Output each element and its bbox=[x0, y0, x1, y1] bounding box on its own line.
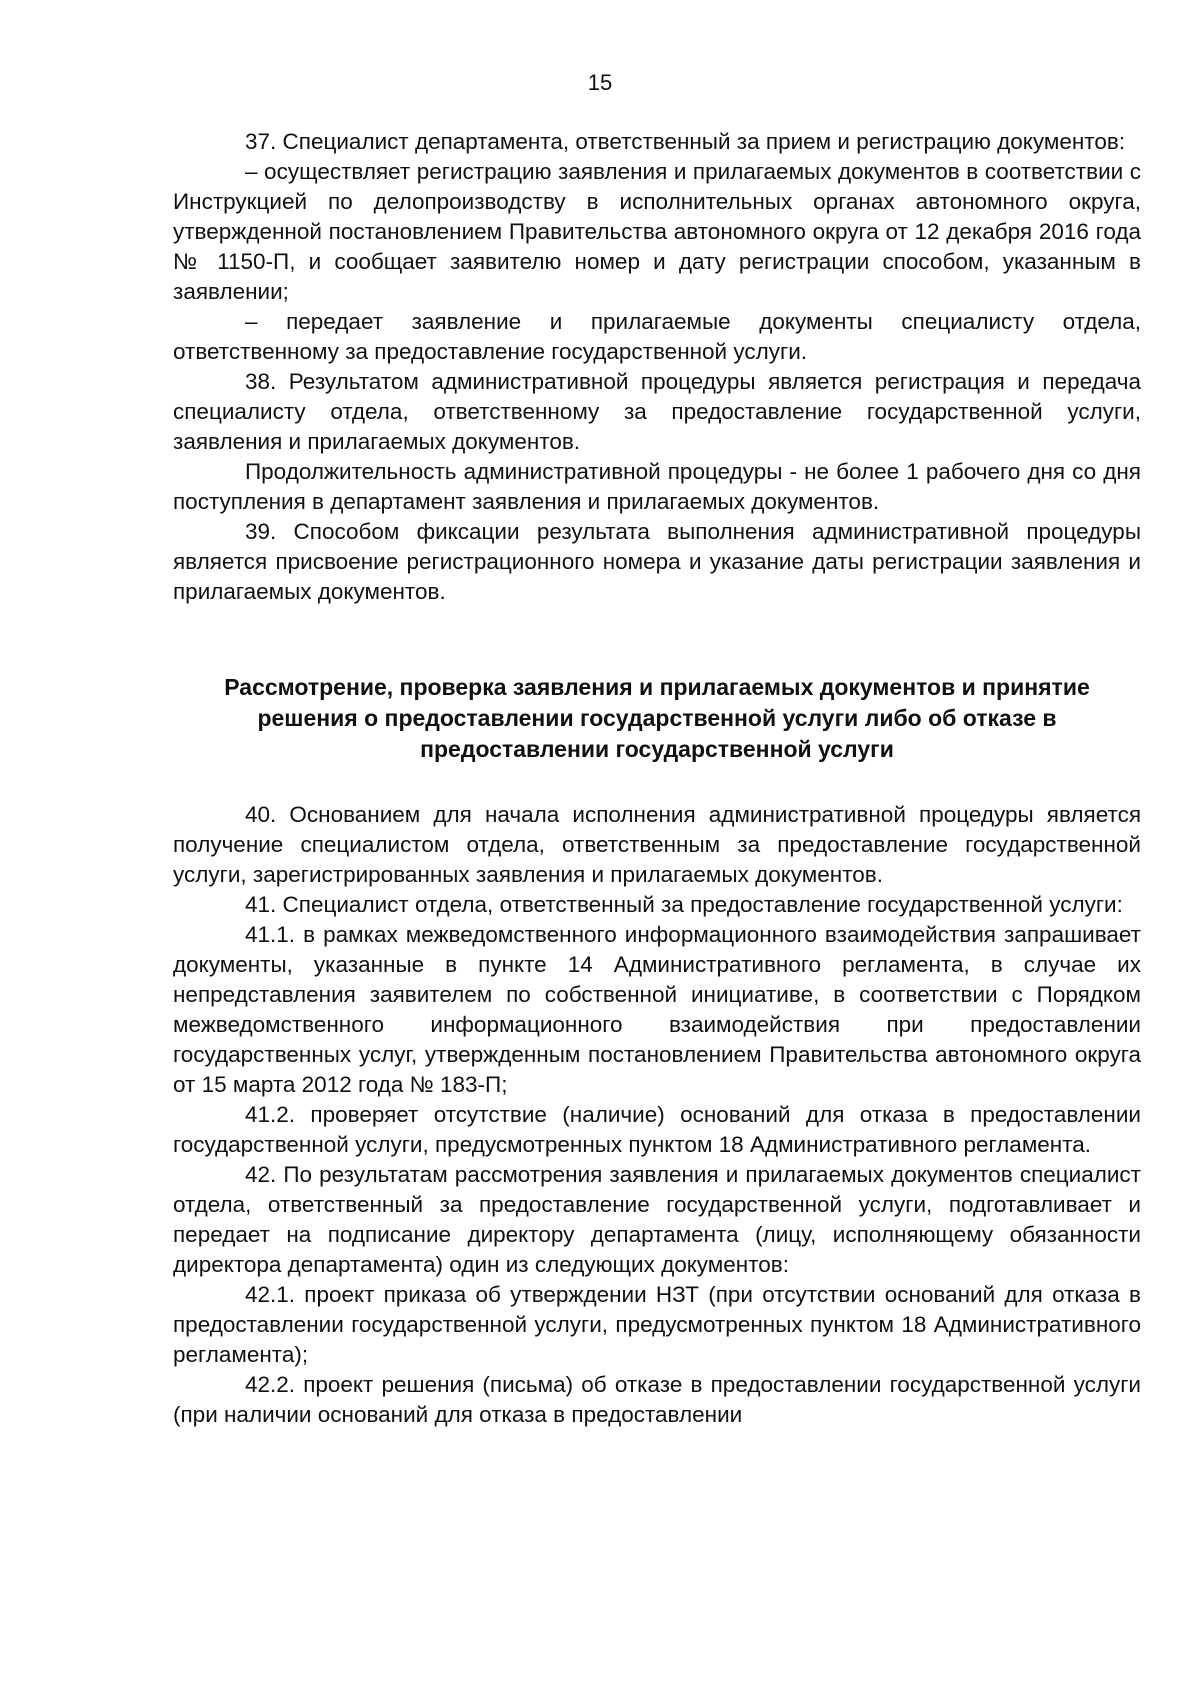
page-number: 15 bbox=[587, 70, 613, 95]
paragraph-42-2: 42.2. проект решения (письма) об отказе в предоставлении государственной услуги (при наличии оснований для отказа в предоставлении bbox=[173, 1372, 1141, 1427]
paragraph-41-1: 41.1. в рамках межведомственного информационного взаимодействия запрашивает документы, указанные в пункте 14 Административного регламента, в случае их непредставления заявителем по собственной инициативе, в соответствии с Порядком межведомственного информационного взаимодействия при предоставлении государственных услуг, утвержденным постановлением Правительства автономного округа от 15 марта 2012 года № 183-П; bbox=[173, 922, 1141, 1097]
paragraph-38-duration: Продолжительность административной процедуры - не более 1 рабочего дня со дня поступления в департамент заявления и прилагаемых документов. bbox=[173, 459, 1141, 514]
section-registration bbox=[173, 127, 1141, 607]
paragraph-38: 38. Результатом административной процедуры является регистрация и передача специалисту отдела, ответственному за предоставление государственной услуги, заявления и прилагаемых документов. bbox=[173, 369, 1141, 454]
paragraph-40: 40. Основанием для начала исполнения административной процедуры является получение специалистом отдела, ответственным за предоставление государственной услуги, зарегистрированных заявления и прилагаемых документов. bbox=[173, 802, 1141, 887]
paragraph-37-item-2: – передает заявление и прилагаемые документы специалисту отдела, ответственному за предоставление государственной услуги. bbox=[173, 309, 1141, 364]
section-heading: Рассмотрение, проверка заявления и прилагаемых документов и принятие решения о предоставлении государственной услуги либо об отказе в предоставлении государственной услуги bbox=[224, 674, 1090, 762]
section-review bbox=[173, 800, 1141, 1430]
paragraph-37: 37. Специалист департамента, ответственный за прием и регистрацию документов: bbox=[245, 129, 1126, 154]
paragraph-39: 39. Способом фиксации результата выполнения административной процедуры является присвоение регистрационного номера и указание даты регистрации заявления и прилагаемых документов. bbox=[173, 519, 1141, 604]
paragraph-41: 41. Специалист отдела, ответственный за предоставление государственной услуги: bbox=[245, 892, 1123, 917]
paragraph-37-item-1: – осуществляет регистрацию заявления и прилагаемых документов в соответствии с Инструкцией по делопроизводству в исполнительных органах автономного округа, утвержденной постановлением Правительства автономного округа от 12 декабря 2016 года № 1150-П, и сообщает заявителю номер и дату регистрации способом, указанным в заявлении; bbox=[173, 159, 1141, 304]
paragraph-42: 42. По результатам рассмотрения заявления и прилагаемых документов специалист отдела, ответственный за предоставление государственной услуги, подготавливает и передает на подписание директору департамента (лицу, исполняющему обязанности директора департамента) один из следующих документов: bbox=[173, 1162, 1141, 1277]
paragraph-42-1: 42.1. проект приказа об утверждении НЗТ (при отсутствии оснований для отказа в предоставлении государственной услуги, предусмотренных пунктом 18 Административного регламента); bbox=[173, 1282, 1141, 1367]
paragraph-41-2: 41.2. проверяет отсутствие (наличие) оснований для отказа в предоставлении государственной услуги, предусмотренных пунктом 18 Административного регламента. bbox=[173, 1102, 1141, 1157]
